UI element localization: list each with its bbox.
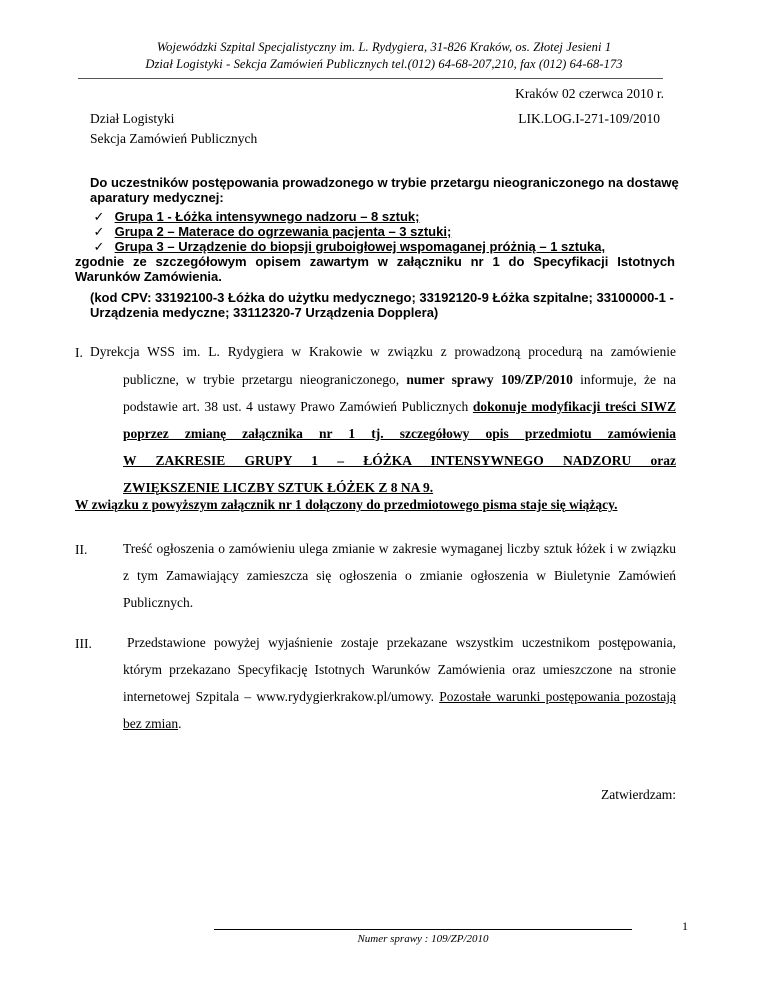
item-1-line-1: Dyrekcja WSS im. L. Rydygiera w Krakowie w związku z prowadzoną procedurą na zamówienie bbox=[90, 344, 676, 359]
item-1-line-4: poprzez zmianę załącznika nr 1 tj. szczegółowy opis przedmiotu zamówienia bbox=[123, 426, 676, 441]
checkmark-icon: ✓ bbox=[93, 224, 105, 239]
siwz-note-line-1: zgodnie ze szczegółowym opisem zawartym w załączniku nr 1 do Specyfikacji Istotnych bbox=[75, 254, 675, 269]
section-name: Sekcja Zamówień Publicznych bbox=[90, 131, 258, 146]
group-label: Grupa 3 – Urządzenie do biopsji gruboigłowej wspomaganej próżnią – 1 sztuka, bbox=[114, 239, 606, 254]
item-3-line-2: którym przekazano Specyfikację Istotnych Warunków Zamówienia oraz umieszczone na stronie bbox=[123, 662, 676, 677]
page-number: 1 bbox=[682, 919, 688, 933]
letterhead-line-1: Wojewódzki Szpital Specjalistyczny im. L. Rydygiera, 31-826 Kraków, os. Złotej Jesieni 1 bbox=[156, 40, 612, 54]
hospital-website: internetowej Szpitala – www.rydygierkrakow.pl/umowy. bbox=[123, 689, 440, 704]
case-number-inline: numer sprawy 109/ZP/2010 bbox=[406, 372, 573, 387]
group-label: Grupa 1 - Łóżka intensywnego nadzoru – 8 sztuk; bbox=[114, 209, 420, 224]
item-3-line-1: Przedstawione powyżej wyjaśnienie zostaje przekazane wszystkim uczestnikom postępowania, bbox=[127, 635, 676, 650]
remaining-conditions: Pozostałe warunki postępowania pozostają bbox=[439, 689, 676, 704]
item-2-line-2: z tym Zamawiający zamieszcza się ogłoszenia o zmianie ogłoszenia w Biuletynie Zamówień bbox=[123, 568, 676, 583]
date-place: Kraków 02 czerwca 2010 r. bbox=[515, 86, 664, 101]
item-3-line-4: bez zmian. bbox=[123, 716, 182, 731]
group-item bbox=[91, 224, 451, 240]
item-2-numeral: II. bbox=[75, 542, 88, 557]
item-1-numeral: I. bbox=[75, 345, 83, 360]
item-1-line-6: ZWIĘKSZENIE LICZBY SZTUK ŁÓŻEK Z 8 NA 9. bbox=[123, 480, 434, 495]
cpv-line-2: Urządzenia medyczne; 33112320-7 Urządzenia Dopplera) bbox=[90, 305, 439, 320]
checkmark-icon: ✓ bbox=[93, 209, 105, 224]
group-label: Grupa 2 – Materace do ogrzewania pacjenta – 3 sztuki; bbox=[114, 224, 452, 239]
item-3-line-3 bbox=[123, 683, 676, 711]
intro-line-1: Do uczestników postępowania prowadzonego w trybie przetargu nieograniczonego na dostawę bbox=[90, 175, 679, 190]
cpv-line-1: (kod CPV: 33192100-3 Łóżka do użytku medycznego; 33192120-9 Łóżka szpitalne; 33100000-1 - bbox=[90, 290, 674, 305]
item-2-line-1: Treść ogłoszenia o zamówieniu ulega zmianie w zakresie wymaganej liczby sztuk łóżek i w związku bbox=[123, 541, 676, 556]
binding-note: W związku z powyższym załącznik nr 1 dołączony do przedmiotowego pisma staje się wiążący. bbox=[75, 497, 618, 512]
siwz-modification: dokonuje modyfikacji treści SIWZ bbox=[472, 399, 676, 414]
header-rule bbox=[78, 78, 663, 79]
group-item bbox=[91, 209, 419, 225]
department: Dział Logistyki bbox=[90, 111, 175, 126]
item-1-line-5: W ZAKRESIE GRUPY 1 – ŁÓŻKA INTENSYWNEGO NADZORU oraz bbox=[123, 453, 676, 468]
checkmark-icon: ✓ bbox=[93, 239, 105, 254]
item-1-line-2: publiczne, w trybie przetargu nieograniczonego, numer sprawy 109/ZP/2010 informuje, że na bbox=[123, 372, 676, 387]
footer-case-number: Numer sprawy : 109/ZP/2010 bbox=[357, 933, 489, 945]
reference-number: LIK.LOG.I-271-109/2010 bbox=[518, 111, 660, 126]
item-1-line-3: podstawie art. 38 ust. 4 ustawy Prawo Zamówień Publicznych dokonuje modyfikacji treści SIWZ bbox=[123, 399, 676, 414]
siwz-note-line-2: Warunków Zamówienia. bbox=[75, 269, 222, 284]
footer-rule bbox=[214, 929, 632, 930]
approval-label: Zatwierdzam: bbox=[601, 787, 676, 802]
item-2-line-3: Publicznych. bbox=[123, 595, 194, 610]
item-3-numeral: III. bbox=[75, 636, 92, 651]
letterhead-line-2: Dział Logistyki - Sekcja Zamówień Publicznych tel.(012) 64-68-207,210, fax (012) 64-68-173 bbox=[145, 57, 623, 71]
intro-line-2: aparatury medycznej: bbox=[90, 190, 224, 205]
group-item bbox=[91, 239, 605, 255]
